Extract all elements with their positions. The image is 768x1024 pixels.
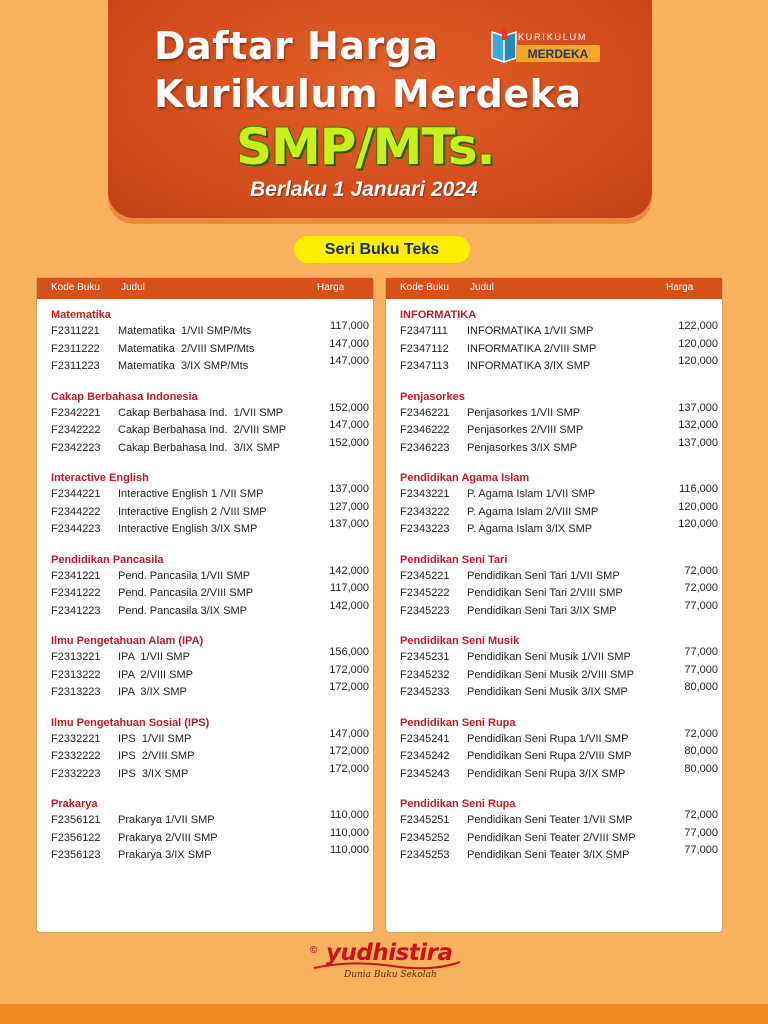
cell-harga: 147,000 [329,419,369,431]
header-kode: Kode Buku [51,282,100,293]
cell-harga: 77,000 [684,599,718,612]
cell-harga: 77,000 [684,844,718,856]
table-row [386,727,722,748]
cell-judul: Matematika 3/IX SMP/Mts [118,360,249,372]
price-section [386,553,722,620]
table-header [386,278,722,299]
price-section [386,308,722,375]
section-title: Interactive English [51,472,149,484]
cell-kode: F2344221 [51,488,101,500]
cell-kode: F2343221 [400,488,450,500]
cell-kode: F2311222 [51,342,100,355]
price-section [37,797,373,864]
cell-judul: Pend. Pancasila 3/IX SMP [118,604,248,617]
cell-harga: 77,000 [684,826,718,839]
price-section [37,390,373,457]
table-row [386,322,722,340]
cell-harga: 156,000 [329,646,369,658]
table-row [386,401,722,422]
cell-judul: Pendidikan Seni Tari 2/VIII SMP [467,587,623,599]
section-title: Pendidikan Agama Islam [400,472,530,484]
cell-kode: F2345222 [400,587,450,599]
table-body [37,299,373,864]
cell-judul: Pendidikan Seni Tari 3/IX SMP [467,604,617,617]
table-row [386,421,722,439]
publisher-logo [304,942,484,988]
price-table-left [36,277,374,933]
table-row [37,337,373,358]
cell-harga: 152,000 [329,401,369,414]
table-row [386,564,722,585]
brand-name: yudhistira [326,940,453,966]
cell-harga: 72,000 [684,582,718,594]
price-section [37,308,373,375]
cell-judul: IPA 3/IX SMP [118,686,187,698]
cell-harga: 137,000 [678,401,718,414]
cell-judul: Pend. Pancasila 2/VIII SMP [118,587,254,599]
cell-kode: F2341222 [51,587,101,599]
header-judul: Judul [121,282,145,293]
cell-harga: 120,000 [678,355,718,367]
page-title-line-1: Daftar Harga [154,24,439,68]
table-row [386,747,722,765]
cell-harga: 132,000 [678,419,718,431]
section-title: INFORMATIKA [400,309,477,321]
cell-kode: F2346223 [400,441,450,454]
cell-kode: F2346221 [400,406,450,419]
cell-harga: 117,000 [330,582,369,594]
cell-kode: F2343222 [400,505,450,518]
page-title-line-2: Kurikulum Merdeka [154,72,582,116]
cell-judul: Interactive English 2 /VIII SMP [118,505,267,518]
table-row [37,846,373,864]
cell-kode: F2356122 [51,831,101,844]
price-section [386,390,722,457]
table-row [37,322,373,340]
price-section [37,716,373,783]
cell-kode: F2341223 [51,604,101,617]
cell-kode: F2345232 [400,668,450,681]
cell-harga: 120,000 [678,337,718,350]
table-row [386,599,722,620]
price-section [386,634,722,701]
table-row [386,485,722,503]
header-judul: Judul [470,282,494,293]
price-section [37,471,373,538]
cell-harga: 72,000 [684,809,718,821]
cell-kode: F2344222 [51,505,101,518]
table-row [386,584,722,602]
cell-kode: F2332221 [51,732,101,745]
cell-kode: F2311221 [51,325,100,337]
cell-harga: 172,000 [329,681,369,693]
cell-kode: F2345242 [400,750,450,762]
cell-kode: F2344223 [51,523,101,535]
price-section [37,634,373,701]
cell-harga: 172,000 [329,745,369,757]
cell-harga: 116,000 [679,483,718,495]
table-row [386,811,722,829]
series-label: Seri Buku Teks [294,236,470,263]
cell-harga: 127,000 [329,500,369,513]
cell-judul: Interactive English 1 /VII SMP [118,488,264,500]
section-title: Pendidikan Seni Rupa [400,798,516,810]
table-row [37,500,373,521]
cell-judul: Pendidikan Seni Teater 1/VII SMP [467,814,633,826]
cell-harga: 147,000 [329,337,369,350]
cell-kode: F2345231 [400,651,450,663]
cell-judul: IPA 2/VIII SMP [118,668,193,681]
cell-kode: F2347112 [400,342,449,355]
cell-harga: 110,000 [330,844,369,856]
cell-judul: Penjasorkes 3/IX SMP [467,441,578,454]
table-row [386,337,722,358]
section-title: Cakap Berbahasa Indonesia [51,390,198,403]
level-title: SMP/MTs. [236,118,495,176]
cell-kode: F2345252 [400,831,450,844]
cell-judul: P. Agama Islam 3/IX SMP [467,523,593,535]
cell-harga: 147,000 [329,355,369,367]
price-section [386,716,722,783]
kurikulum-merdeka-badge [488,26,610,68]
cell-judul: IPA 1/VII SMP [118,651,190,663]
table-row [37,727,373,748]
table-row [37,485,373,503]
cell-kode: F2332222 [51,750,101,762]
cell-judul: Matematika 1/VII SMP/Mts [118,325,252,337]
table-row [386,826,722,847]
cell-harga: 110,000 [330,809,369,821]
table-row [37,357,373,375]
cell-kode: F2341221 [51,569,101,582]
table-row [386,762,722,783]
badge-label-top: KURIKULUM [518,32,588,42]
cell-harga: 120,000 [678,500,718,513]
cell-judul: IPS 2/VIII SMP [118,750,195,762]
price-section [37,553,373,620]
table-row [37,401,373,422]
cell-judul: P. Agama Islam 2/VIII SMP [467,505,599,518]
table-row [37,564,373,585]
cell-kode: F2347113 [400,360,449,372]
cell-judul: Pendidikan Seni Rupa 3/IX SMP [467,767,626,780]
badge-label-bottom: MERDEKA [516,45,600,62]
table-row [386,846,722,864]
cell-judul: Prakarya 3/IX SMP [118,849,212,861]
table-row [386,648,722,666]
cell-judul: Pendidikan Seni Teater 2/VIII SMP [467,831,636,844]
cell-harga: 80,000 [684,762,718,775]
table-row [386,520,722,538]
cell-harga: 122,000 [678,320,718,332]
cell-kode: F2342221 [51,406,101,419]
bottom-strip [0,1004,768,1024]
cell-judul: INFORMATIKA 1/VII SMP [467,325,594,337]
table-row [37,421,373,439]
cell-judul: Pendidikan Seni Teater 3/IX SMP [467,849,630,861]
cell-judul: Interactive English 3/IX SMP [118,523,258,535]
cell-judul: Cakap Berbahasa Ind. 1/VII SMP [118,406,284,419]
section-title: Pendidikan Seni Tari [400,553,508,566]
section-title: Matematika [51,309,111,321]
cell-judul: Prakarya 2/VIII SMP [118,831,218,844]
cell-kode: F2342222 [51,424,101,436]
cell-kode: F2345243 [400,767,450,780]
cell-judul: Cakap Berbahasa Ind. 3/IX SMP [118,441,281,454]
table-row [37,747,373,765]
cell-harga: 80,000 [684,745,718,757]
cell-harga: 137,000 [678,436,718,449]
header-harga: Harga [666,282,694,293]
cell-judul: Pendidikan Seni Rupa 2/VIII SMP [467,750,632,762]
section-title: Ilmu Pengetahuan Sosial (IPS) [51,716,210,729]
table-row [37,648,373,666]
cell-judul: Pendidikan Seni Musik 2/VIII SMP [467,668,634,681]
cell-kode: F2345221 [400,569,450,582]
table-row [386,683,722,701]
section-title: Pendidikan Seni Musik [400,635,520,647]
table-row [37,811,373,829]
price-table-right [385,277,723,933]
table-row [37,520,373,538]
cell-judul: Penjasorkes 2/VIII SMP [467,424,584,436]
price-section [386,797,722,864]
cell-harga: 142,000 [329,564,369,577]
section-title: Prakarya [51,798,98,810]
cell-harga: 110,000 [330,826,369,839]
cell-judul: Pendidikan Seni Tari 1/VII SMP [467,569,620,582]
cell-harga: 117,000 [330,320,369,332]
table-row [37,584,373,602]
cell-kode: F2345251 [400,814,450,826]
cell-harga: 172,000 [329,663,369,676]
copyright-mark: © [310,945,318,956]
table-row [37,663,373,684]
cell-kode: F2343223 [400,523,450,535]
section-title: Pendidikan Pancasila [51,553,164,566]
cell-harga: 120,000 [678,518,718,530]
table-row [386,436,722,457]
section-title: Ilmu Pengetahuan Alam (IPA) [51,635,204,647]
header-kode: Kode Buku [400,282,449,293]
cell-judul: IPS 3/IX SMP [118,767,189,780]
header-harga: Harga [317,282,345,293]
table-row [37,826,373,847]
cell-kode: F2345241 [400,732,450,745]
cell-harga: 137,000 [329,518,369,530]
table-row [386,500,722,521]
cell-harga: 72,000 [684,727,718,740]
table-row [37,436,373,457]
cell-harga: 137,000 [329,483,369,495]
cell-judul: Pendidikan Seni Rupa 1/VII SMP [467,732,629,745]
price-section [386,471,722,538]
cell-harga: 172,000 [329,762,369,775]
cell-judul: Pend. Pancasila 1/VII SMP [118,569,251,582]
cell-kode: F2345223 [400,604,450,617]
table-row [386,357,722,375]
cell-judul: Matematika 2/VIII SMP/Mts [118,342,255,355]
cell-kode: F2345253 [400,849,450,861]
cell-judul: IPS 1/VII SMP [118,732,192,745]
cell-kode: F2347111 [400,325,448,337]
cell-harga: 152,000 [329,436,369,449]
table-row [37,599,373,620]
validity-date: Berlaku 1 Januari 2024 [250,178,478,201]
table-body [386,299,722,864]
cell-kode: F2356123 [51,849,101,861]
table-row [37,683,373,701]
cell-kode: F2356121 [51,814,101,826]
cell-kode: F2345233 [400,686,450,698]
cell-kode: F2332223 [51,767,101,780]
cell-kode: F2311223 [51,360,100,372]
cell-kode: F2342223 [51,441,101,454]
section-title: Pendidikan Seni Rupa [400,716,516,729]
cell-harga: 80,000 [684,681,718,693]
cell-judul: Penjasorkes 1/VII SMP [467,406,581,419]
table-row [37,762,373,783]
cell-judul: INFORMATIKA 2/VIII SMP [467,342,597,355]
tagline: Dunia Buku Sekolah [344,970,437,980]
cell-kode: F2313222 [51,668,101,681]
cell-judul: INFORMATIKA 3/IX SMP [467,360,591,372]
cell-judul: Prakarya 1/VII SMP [118,814,215,826]
cell-judul: Pendidikan Seni Musik 1/VII SMP [467,651,631,663]
cell-kode: F2346222 [400,424,450,436]
cell-harga: 77,000 [684,646,718,658]
cell-judul: Pendidikan Seni Musik 3/IX SMP [467,686,628,698]
cell-harga: 142,000 [329,599,369,612]
cell-harga: 77,000 [684,663,718,676]
cell-judul: P. Agama Islam 1/VII SMP [467,488,596,500]
cell-kode: F2313221 [51,651,101,663]
cell-harga: 72,000 [684,564,718,577]
cell-harga: 147,000 [329,727,369,740]
table-row [386,663,722,684]
section-title: Penjasorkes [400,390,465,403]
cell-judul: Cakap Berbahasa Ind. 2/VIII SMP [118,424,287,436]
table-header [37,278,373,299]
cell-kode: F2313223 [51,686,101,698]
